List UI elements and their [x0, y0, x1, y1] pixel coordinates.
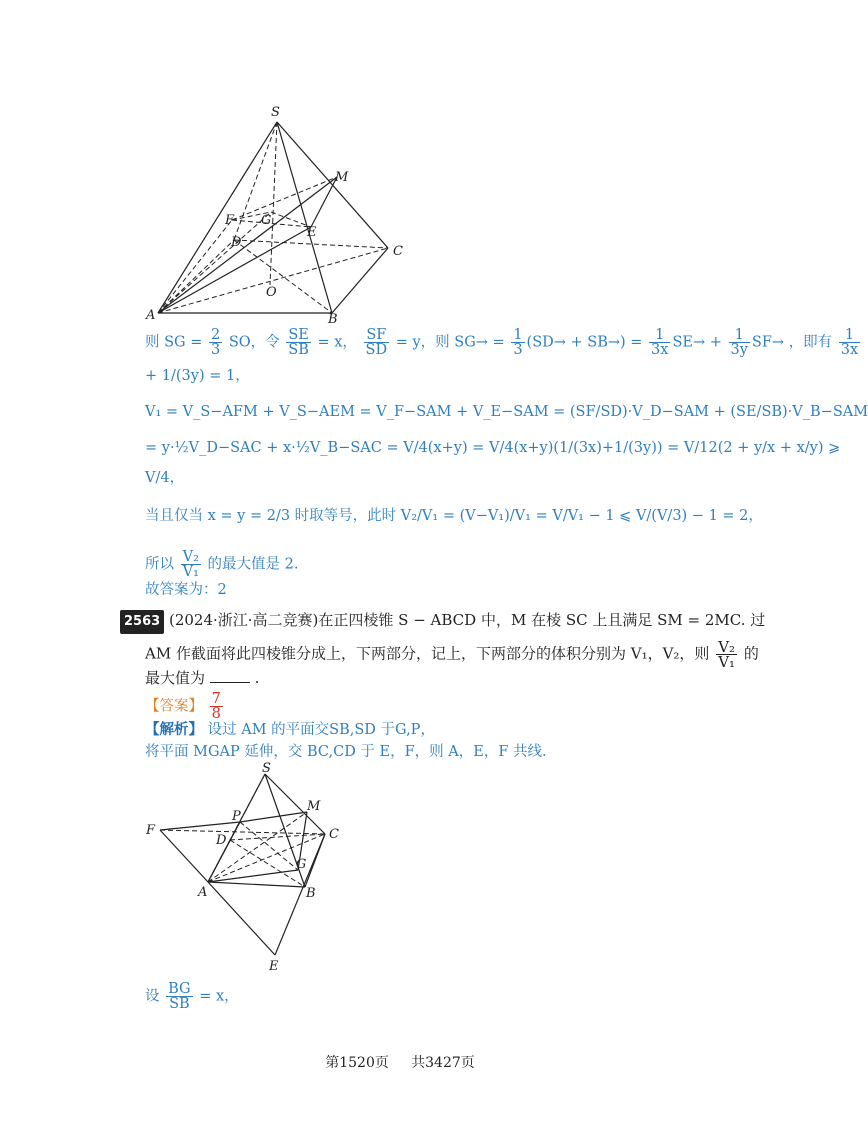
label-G: G [261, 213, 272, 228]
fig2-label-C: C [329, 827, 339, 842]
pyramid-figure-2 [140, 762, 360, 977]
answer-blank [210, 682, 250, 683]
solution-line-1: 则 SG = $\frac{2}{3}$ SO，令 $\frac{SE}{SB}$ = x， $\frac{SF}{SD}$ = y，则 SG→ = $\frac{1}{3}$ (SD→ + SB→) = $\frac{1}{3x}$ SE→ + $\frac{1}{3y}$ SF→ ，即有 $\frac{1}{3x}$ [145, 327, 859, 358]
label-E: E [307, 225, 317, 240]
fig2-label-P: P [232, 809, 241, 824]
fig2-label-G: G [296, 857, 307, 872]
solution-line-5: V/4， [145, 470, 185, 486]
solution-line-6: 当且仅当 x = y = 2/3 时取等号，此时 V₂/V₁ = (V−V₁)/V₁ = V/V₁ − 1 ⩽ V/(V/3) − 1 = 2， [145, 508, 763, 524]
answer-tag: 【答案】 [145, 698, 203, 715]
label-C: C [393, 244, 403, 259]
label-M: M [335, 170, 349, 185]
problem-line-1: 2563 (2024·浙江·高二竞赛)在正四棱锥 S − ABCD 中，M 在棱 SC 上且满足 SM = 2MC. 过 [120, 610, 765, 634]
answer-line: 【答案】 $\frac{7}{8}$ [145, 691, 221, 722]
page-total: 共3427页 [411, 1055, 475, 1071]
analysis-tag: 【解析】 [145, 721, 203, 738]
fig2-label-S: S [262, 761, 271, 776]
label-O: O [266, 285, 277, 300]
label-D: D [231, 235, 242, 250]
page-footer [0, 1052, 800, 1072]
pyramid-figure-1 [140, 100, 430, 325]
fig2-label-D: D [216, 833, 227, 848]
solution-line-2: + 1/(3y) = 1， [145, 368, 250, 384]
label-S: S [271, 105, 280, 120]
label-A: A [146, 308, 156, 323]
problem-number-badge: 2563 [120, 610, 164, 634]
problem-line-2: AM 作截面将此四棱锥分成上，下两部分，记上，下两部分的体积分别为 V₁，V₂，则 $\frac{\text{V₂}}{\text{V₁}}$ 的 [145, 638, 759, 671]
solution-line-8: 故答案为：2 [145, 582, 227, 598]
fig2-label-A: A [198, 885, 208, 900]
fig2-label-B: B [306, 886, 316, 901]
last-line: 设 $\frac{BG}{SB}$ = x， [145, 981, 239, 1012]
solution-line-4: = y·½V_D−SAC + x·½V_B−SAC = V/4(x+y) = V/4(x+y)(1/(3x)+1/(3y)) = V/12(2 + y/x + x/y) ⩾ [145, 440, 841, 456]
label-F: F [225, 213, 235, 228]
label-B: B [328, 312, 338, 327]
solution-line-7: 所以 $\frac{\text{V₂}}{\text{V₁}}$ 的最大值是 2. [145, 549, 299, 580]
problem-line-3: 最大值为 . [145, 669, 260, 687]
fig2-label-E: E [269, 959, 279, 974]
fig2-label-M: M [307, 799, 321, 814]
solution-line-3: V₁ = V_S−AFM + V_S−AEM = V_F−SAM + V_E−SAM = (SF/SD)·V_D−SAM + (SE/SB)·V_B−SAM [145, 404, 868, 420]
page-number: 第1520页 [325, 1055, 389, 1071]
analysis-line-1: 【解析】 设过 AM 的平面交SB,SD 于G,P， [145, 721, 435, 738]
fig2-label-F: F [146, 823, 156, 838]
analysis-line-2: 将平面 MGAP 延伸，交 BC,CD 于 E，F，则 A，E，F 共线. [145, 744, 547, 760]
